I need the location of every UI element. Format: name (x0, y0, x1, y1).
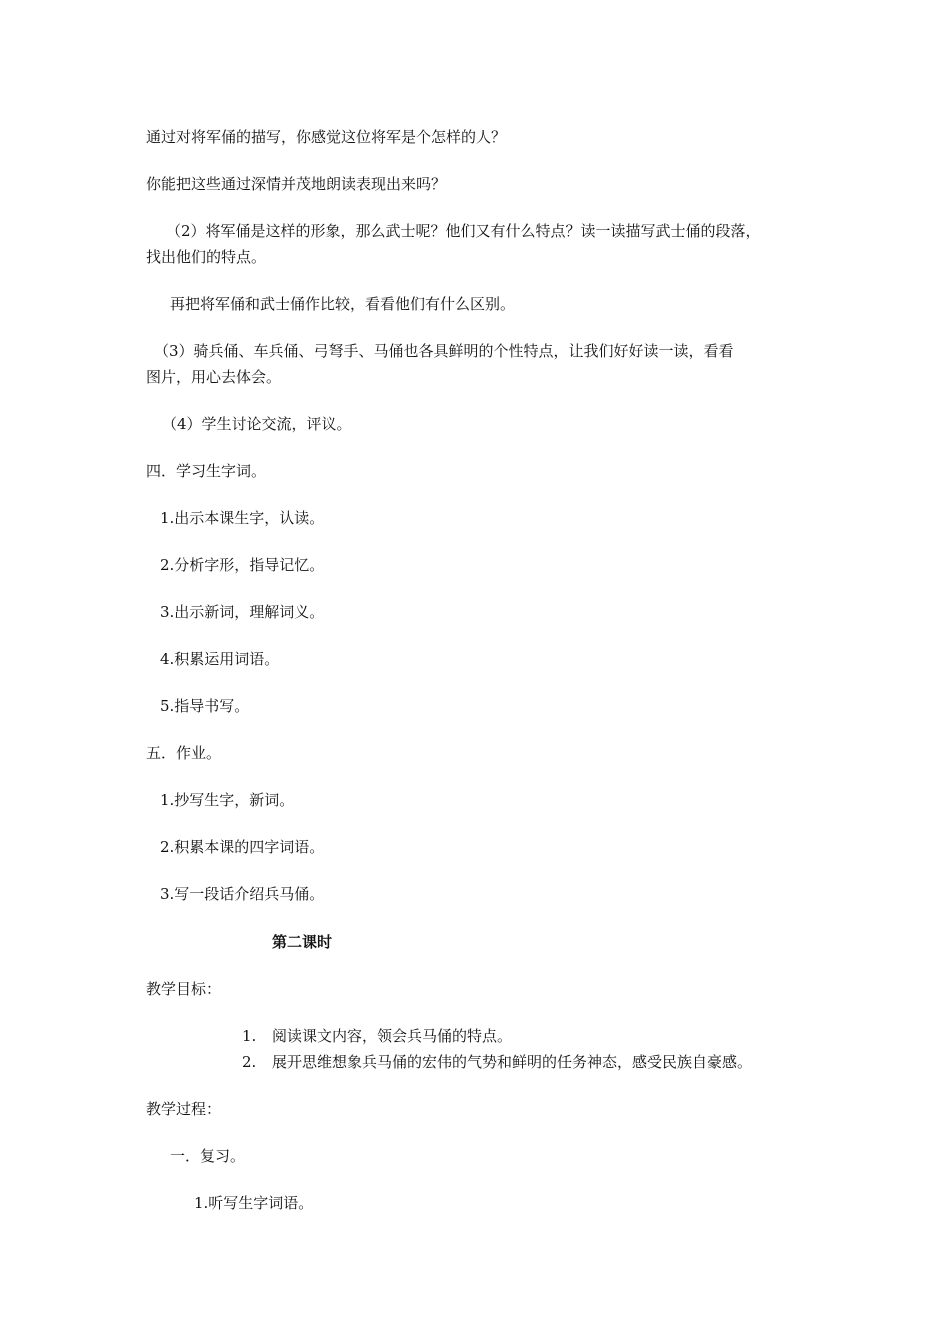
section4-item-1: 1.出示本课生字，认读。 (160, 509, 325, 527)
goal-text: 阅读课文内容，领会兵马俑的特点。 (272, 1027, 513, 1045)
section5-item-3: 3.写一段话介绍兵马俑。 (160, 885, 325, 903)
paragraph-warrior-line1: （2）将军俑是这样的形象，那么武士呢？他们又有什么特点？读一读描写武士俑的段落， (166, 222, 761, 240)
goal-item-2 (242, 1049, 752, 1075)
section4-item-4: 4.积累运用词语。 (160, 650, 280, 668)
paragraph-cavalry-line2: 图片，用心去体会。 (146, 368, 282, 386)
section5-heading: 五．作业。 (146, 744, 222, 762)
paragraph-general-question: 通过对将军俑的描写，你感觉这位将军是个怎样的人？ (146, 128, 507, 146)
goal-text: 展开思维想象兵马俑的宏伟的气势和鲜明的任务神态，感受民族自豪感。 (272, 1053, 753, 1071)
section4-item-5: 5.指导书写。 (160, 697, 250, 715)
paragraph-discussion: （4）学生讨论交流，评议。 (162, 415, 352, 433)
paragraph-compare: 再把将军俑和武士俑作比较，看看他们有什么区别。 (170, 295, 516, 313)
section5-item-2: 2.积累本课的四字词语。 (160, 838, 325, 856)
paragraph-read-aloud: 你能把这些通过深情并茂地朗读表现出来吗？ (146, 175, 447, 193)
paragraph-cavalry-line1: （3）骑兵俑、车兵俑、弓弩手、马俑也各具鲜明的个性特点，让我们好好读一读，看看 (154, 342, 734, 360)
goal-number: 2. (242, 1053, 257, 1071)
section4-heading: 四．学习生字词。 (146, 462, 267, 480)
process-label: 教学过程： (146, 1100, 222, 1118)
step1-item-1: 1.听写生字词语。 (194, 1194, 314, 1212)
section5-item-1: 1.抄写生字，新词。 (160, 791, 295, 809)
section4-item-3: 3.出示新词，理解词义。 (160, 603, 325, 621)
step1-heading: 一．复习。 (170, 1147, 246, 1165)
goals-label: 教学目标： (146, 980, 222, 998)
section4-item-2: 2.分析字形，指导记忆。 (160, 556, 325, 574)
paragraph-warrior-line2: 找出他们的特点。 (146, 248, 267, 266)
goal-item-1 (242, 1023, 512, 1049)
lesson2-title: 第二课时 (272, 933, 333, 951)
goal-number: 1. (242, 1027, 257, 1045)
